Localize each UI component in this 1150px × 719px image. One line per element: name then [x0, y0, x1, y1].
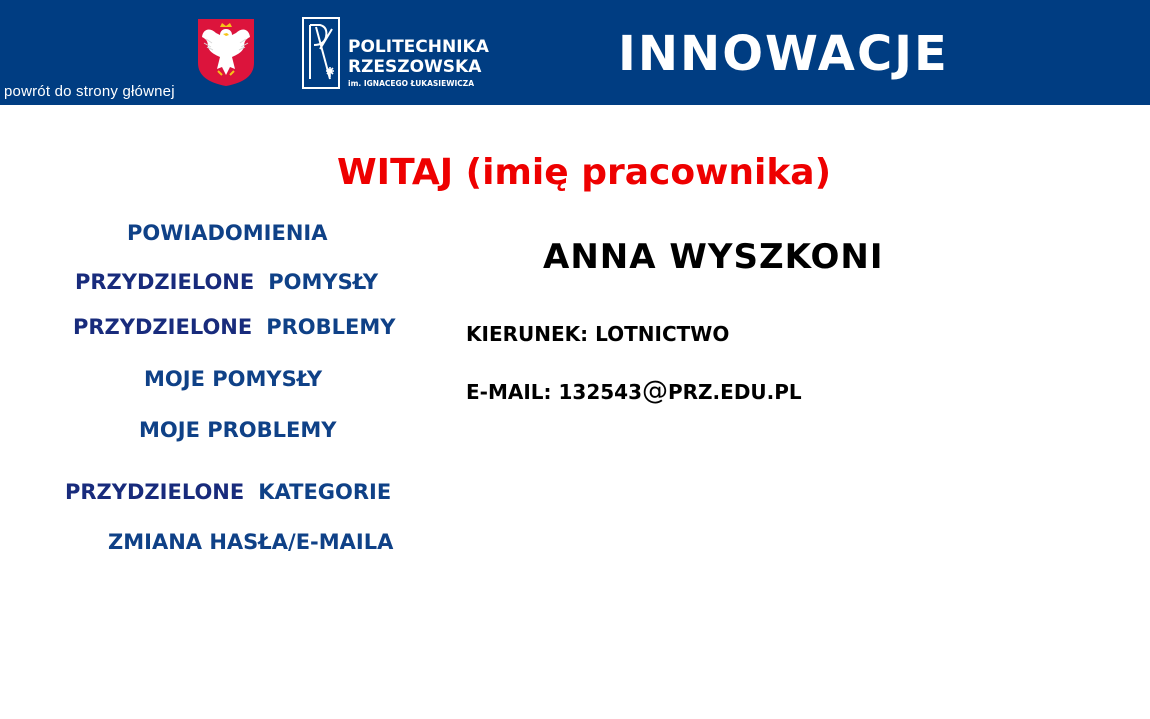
menu-assigned-problems[interactable]	[73, 317, 395, 338]
polish-eagle-emblem-icon	[196, 17, 256, 87]
field-of-study	[466, 324, 729, 344]
menu-my-problems[interactable]	[139, 420, 336, 441]
email-info	[466, 378, 802, 404]
user-full-name: ANNA WYSZKONI	[543, 237, 884, 277]
menu-notifications[interactable]	[127, 223, 327, 244]
field-of-study-value: LOTNICTWO	[595, 322, 730, 346]
university-logo	[302, 17, 489, 89]
menu-assigned-problems-label: PROBLEMY	[266, 315, 396, 339]
menu-my-ideas[interactable]	[144, 369, 322, 390]
menu-my-problems-label: MOJE PROBLEMY	[139, 418, 337, 442]
menu-assigned-categories-label: KATEGORIE	[258, 480, 392, 504]
app-title: INNOWACJE	[618, 26, 949, 82]
menu-notifications-label: POWIADOMIENIA	[127, 221, 328, 245]
email-at-sign: @	[642, 376, 668, 406]
menu-assigned-categories[interactable]	[65, 482, 391, 503]
field-of-study-label: KIERUNEK:	[466, 322, 589, 346]
menu-my-ideas-label: MOJE POMYSŁY	[144, 367, 323, 391]
menu-change-credentials-label: ZMIANA HASŁA/E-MAILA	[108, 530, 394, 554]
university-name-line1: POLITECHNIKA	[348, 37, 489, 57]
email-value	[558, 376, 802, 406]
menu-change-credentials[interactable]	[108, 532, 393, 553]
menu-assigned-ideas-prefix: PRZYDZIELONE	[75, 270, 255, 294]
back-to-home-link[interactable]: powrót do strony głównej	[4, 83, 175, 100]
greeting-heading: WITAJ (imię pracownika)	[336, 152, 832, 193]
header-bar	[0, 0, 1150, 105]
email-user: 132543	[558, 380, 642, 404]
email-label: E-MAIL:	[466, 380, 552, 404]
menu-assigned-ideas[interactable]	[75, 272, 378, 293]
menu-assigned-problems-prefix: PRZYDZIELONE	[73, 315, 253, 339]
menu-assigned-categories-prefix: PRZYDZIELONE	[65, 480, 245, 504]
menu-assigned-ideas-label: POMYSŁY	[268, 270, 379, 294]
university-patron: im. IGNACEGO ŁUKASIEWICZA	[348, 79, 475, 88]
university-name-line2: RZESZOWSKA	[348, 57, 482, 77]
email-domain: PRZ.EDU.PL	[668, 380, 802, 404]
prz-logo-mark-icon	[302, 17, 340, 89]
